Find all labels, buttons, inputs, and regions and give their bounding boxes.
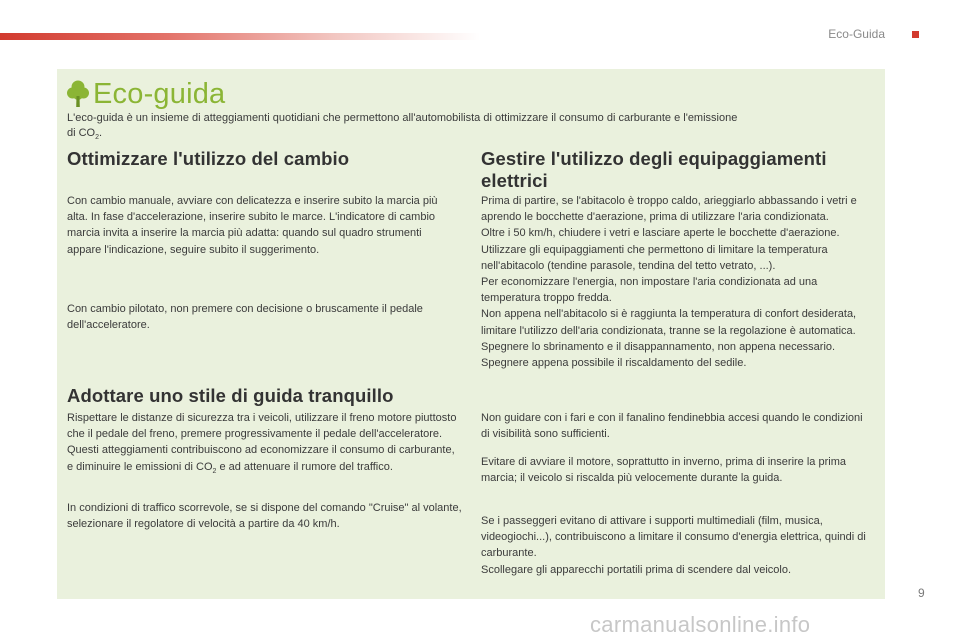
watermark: carmanualsonline.info	[590, 612, 811, 637]
paragraph-ac-temperature: Per economizzare l'energia, non impostare l'aria condizionata ad una temperatura troppo fredda.	[481, 276, 818, 305]
page-title-text: Eco-guida	[93, 77, 226, 110]
paragraph-ac-limit: Non appena nell'abitacolo si è raggiunta la temperatura di confort desiderata, limitare l'utilizzo dell'aria condizionata, tranne se la regolazione è automatica.	[481, 308, 857, 337]
heading-gear-usage: Ottimizzare l'utilizzo del cambio	[67, 148, 350, 169]
paragraph-sunshades: Utilizzare gli equipaggiamenti che permettono di limitare la temperatura nell'abitacolo (tendine parasole, tendina del tetto vetrato, ...).	[481, 243, 828, 272]
paragraph-manual-gearbox: Con cambio manuale, avviare con delicatezza e inserire subito la marcia più alta. In fase d'accelerazione, inserire subito le marce. L'indicatore di cambio marcia invita a inserire la marcia più adatta: quando sul quadro strumenti appare l'indicazione, seguire subito il suggerimento.	[67, 195, 438, 256]
paragraph-windows-closed: Oltre i 50 km/h, chiudere i vetri e lasciare aperte le bocchette d'aerazione.	[481, 227, 840, 240]
header-section-title: Eco-Guida	[828, 27, 885, 41]
intro-paragraph: L'eco-guida è un insieme di atteggiamenti quotidiani che permettono all'automobilista di ottimizzare il consumo di carburante e l'emissione di $CO_2$.	[67, 112, 738, 142]
paragraph-cruise-control: In condizioni di traffico scorrevole, se si dispone del comando "Cruise" al volante, selezionare il regolatore di velocità a partire da 40 km/h.	[67, 502, 462, 531]
paragraph-seat-heating-off: Spegnere appena possibile il riscaldamento del sedile.	[481, 357, 747, 370]
heading-calm-driving: Adottare uno stile di guida tranquillo	[67, 385, 394, 406]
header-square-marker	[912, 31, 919, 38]
paragraph-multimedia: Se i passeggeri evitano di attivare i supporti multimediali (film, musica, videogiochi...), contribuiscono a limitare il consumo d'energia elettrica, quindi di carburante.	[481, 515, 866, 560]
paragraph-safe-distance: Rispettare le distanze di sicurezza tra i veicoli, utilizzare il freno motore piuttosto che il pedale del freno, premere progressivamente il pedale dell'acceleratore. Questi atteggiamenti contribuiscono ad economizzare il consumo di carburante, e diminuire le emissioni di $CO_2$ e ad attenuare il rumore del traffico.	[67, 412, 457, 475]
heading-electrical-equipment: Gestire l'utilizzo degli equipaggiamenti elettrici	[481, 148, 827, 191]
paragraph-pilot-gearbox: Con cambio pilotato, non premere con decisione o bruscamente il pedale dell'acceleratore.	[67, 303, 423, 332]
paragraph-portable-devices: Scollegare gli apparecchi portatili prima di scendere dal veicolo.	[481, 563, 791, 576]
page-number: 9	[918, 586, 925, 600]
tree-icon	[67, 80, 89, 108]
paragraph-engine-start: Evitare di avviare il motore, soprattutto in inverno, prima di inserire la prima marcia; il veicolo si riscalda più velocemente durante la guida.	[481, 456, 846, 485]
paragraph-defrost-off: Spegnere lo sbrinamento e il disappannamento, non appena necessario.	[481, 340, 836, 353]
paragraph-cabin-ventilation: Prima di partire, se l'abitacolo è troppo caldo, arieggiarlo abbassando i vetri e aprendo le bocchette d'aerazione, prima di utilizzare l'aria condizionata.	[481, 195, 857, 224]
paragraph-lights: Non guidare con i fari e con il fanalino fendinebbia accesi quando le condizioni di visibilità sono sufficienti.	[481, 412, 863, 441]
paragraph-cabin-block	[481, 193, 879, 371]
paragraph-multimedia-block	[481, 513, 879, 578]
page-title	[67, 76, 225, 112]
header-accent-bar	[0, 33, 480, 40]
